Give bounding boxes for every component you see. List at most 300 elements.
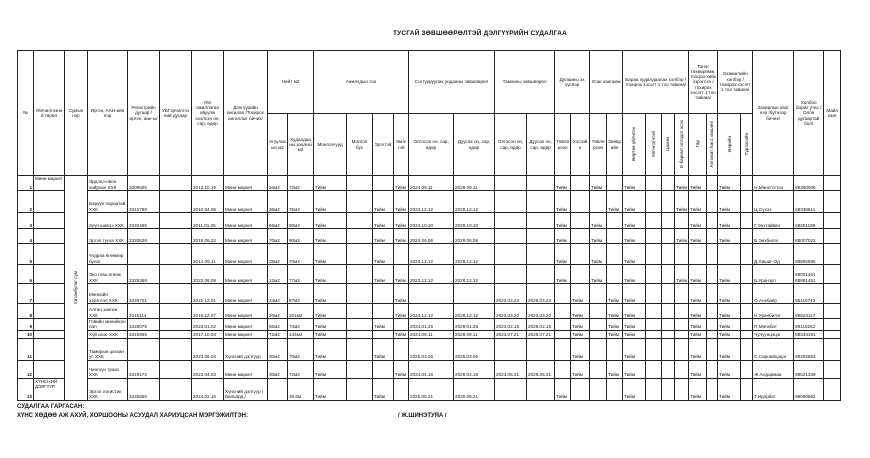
- table-cell: Тийм: [571, 338, 590, 360]
- table-cell: Тийм: [623, 330, 646, 338]
- table-cell: 3316955: [128, 330, 160, 338]
- table-cell: Хүнсний дэлгүүр / Бильярд /: [224, 378, 268, 400]
- sub-column-header-label: Цахим: [665, 136, 671, 151]
- sub-column-header-label: E-баримт олгодог эсэх: [678, 119, 684, 168]
- table-cell: Тийм: [689, 319, 707, 331]
- table-cell: Тийм: [623, 265, 646, 284]
- table-cell: [741, 213, 753, 229]
- table-cell: [128, 338, 160, 360]
- table-cell: [707, 284, 718, 304]
- table-cell: [607, 378, 623, 400]
- table-cell: 72м2: [268, 330, 288, 338]
- table-cell: [741, 338, 753, 360]
- sub-column-header: Монголчууд: [314, 114, 347, 176]
- sub-column-header: Дуусах он, сар, өдөр: [454, 114, 495, 176]
- table-cell: 70м2: [288, 338, 314, 360]
- table-cell: Мини маркет: [224, 244, 268, 265]
- table-cell: Тийм: [675, 229, 689, 244]
- table-cell: 6: [18, 265, 34, 284]
- table-row: [18, 176, 841, 191]
- table-cell: [160, 265, 192, 284]
- table-cell: Тийм: [314, 330, 347, 338]
- table-cell: [824, 330, 841, 338]
- table-cell: Тийм: [718, 338, 741, 360]
- table-cell: Тийм: [689, 330, 707, 338]
- table-cell: Тийм: [689, 213, 707, 229]
- table-cell: [741, 176, 753, 191]
- table-row: [18, 360, 841, 378]
- table-cell: [590, 191, 607, 213]
- table-cell: 2023.12.12: [409, 265, 454, 284]
- table-cell: Мини маркет: [224, 229, 268, 244]
- table-cell: [646, 330, 662, 338]
- table-cell: Тийм: [314, 304, 347, 319]
- table-cell: [571, 244, 590, 265]
- table-cell: Тийм: [718, 229, 741, 244]
- sub-column-header: Агуулахын м2: [268, 114, 288, 176]
- table-cell: [607, 213, 623, 229]
- table-cell: 35м2: [268, 244, 288, 265]
- table-cell: [527, 191, 555, 213]
- table-cell: Тийм: [718, 191, 741, 213]
- table-cell: Тийм: [675, 191, 689, 213]
- table-cell: [347, 378, 373, 400]
- table-cell: [347, 360, 373, 378]
- sub-column-header-label: Өөртөө үйлчлэх: [631, 126, 637, 161]
- table-cell: Тийм: [590, 229, 607, 244]
- table-cell: 3: [18, 213, 34, 229]
- table-cell: [495, 338, 527, 360]
- table-cell: Тийм: [623, 176, 646, 191]
- table-cell: 36м2: [268, 191, 288, 213]
- table-cell: [160, 191, 192, 213]
- table-cell: [824, 360, 841, 378]
- table-cell: [662, 284, 675, 304]
- table-cell: Мини маркет: [34, 176, 65, 191]
- table-row: [18, 284, 841, 304]
- table-cell: [160, 284, 192, 304]
- table-cell: 3325075: [128, 319, 160, 331]
- table-cell: 2012.10.19: [192, 176, 224, 191]
- table-cell: Мини маркет: [224, 330, 268, 338]
- table-cell: 2023.05.31: [495, 360, 527, 378]
- table-cell: 11: [18, 338, 34, 360]
- table-cell: Тийм: [623, 191, 646, 213]
- table-cell: Тийм: [718, 378, 741, 400]
- table-cell: Тийм: [607, 319, 623, 331]
- table-cell: [707, 265, 718, 284]
- table-cell: Тийм: [689, 229, 707, 244]
- table-cell: [394, 378, 409, 400]
- table-cell: Тийм: [590, 265, 607, 284]
- table-cell: 2028.12.12: [454, 244, 495, 265]
- table-cell: [675, 213, 689, 229]
- column-header: Холбоо барих утас /Олон дугаартай бол/: [794, 51, 824, 176]
- sub-column-header: Монгол бус: [347, 114, 373, 176]
- table-cell: [571, 378, 590, 400]
- table-cell: [741, 330, 753, 338]
- table-cell: [741, 229, 753, 244]
- table-cell: [34, 284, 65, 304]
- table-cell: Мини маркет: [224, 191, 268, 213]
- table-cell: 3316114: [128, 304, 160, 319]
- table-cell: [34, 191, 65, 213]
- table-cell: Тийм: [590, 244, 607, 265]
- table-cell: 2024.04.18: [409, 360, 454, 378]
- table-cell: 89116262: [794, 319, 824, 331]
- table-cell: Тийм: [314, 213, 347, 229]
- column-header: Иргэн, ААН-ийн нэр: [88, 51, 128, 176]
- table-cell: Тийм: [571, 304, 590, 319]
- group-header-tobacco: Тамхины зөвшөөрөл: [495, 51, 555, 114]
- table-cell: Ц.Сүхээ: [753, 191, 794, 213]
- table-cell: [34, 304, 65, 319]
- table-cell: 36.6м: [288, 378, 314, 400]
- table-cell: [741, 360, 753, 378]
- table-cell: [675, 319, 689, 331]
- table-cell: 3312798: [128, 191, 160, 213]
- document-title: ТУСГАЙ ЗӨВШӨӨРӨЛТЭЙ ДЭЛГҮҮРИЙН СУДАЛГАА: [392, 30, 568, 37]
- table-cell: [607, 338, 623, 360]
- column-header: №: [18, 51, 34, 176]
- table-cell: Тийм: [689, 284, 707, 304]
- table-cell: 2010.04.06: [192, 191, 224, 213]
- table-cell: [590, 338, 607, 360]
- table-cell: 2018.06.22: [192, 229, 224, 244]
- table-cell: Д.Хишиг-Од: [753, 244, 794, 265]
- table-cell: [824, 191, 841, 213]
- table-cell: [527, 338, 555, 360]
- table-cell: [160, 304, 192, 319]
- table-cell: Мини маркет: [224, 360, 268, 378]
- table-cell: 2017.10.04: [192, 330, 224, 338]
- table-row: [18, 319, 841, 331]
- sub-column-header-label: Гар: [694, 140, 700, 148]
- table-cell: [707, 229, 718, 244]
- table-cell: [662, 330, 675, 338]
- table-row: [18, 229, 841, 244]
- table-cell: [646, 244, 662, 265]
- table-cell: 34м2: [268, 176, 288, 191]
- table-cell: [646, 360, 662, 378]
- table-cell: Тийм: [689, 378, 707, 400]
- table-cell: [824, 265, 841, 284]
- table-cell: 7: [18, 284, 34, 304]
- table-cell: Тийм: [623, 319, 646, 331]
- table-cell: 2023.12.12: [409, 304, 454, 319]
- table-cell: 8: [18, 304, 34, 319]
- table-cell: [689, 244, 707, 265]
- table-cell: 2023.12.12: [409, 244, 454, 265]
- table-cell: 2024.10.10: [409, 213, 454, 229]
- table-cell: П.Мөнхбат: [753, 319, 794, 331]
- column-header: Майл хаяг: [824, 51, 841, 176]
- table-cell: [527, 265, 555, 284]
- table-cell: [394, 319, 409, 331]
- table-cell: 2014.09.11: [192, 244, 224, 265]
- table-cell: [347, 265, 373, 284]
- table-cell: 2029.10.10: [454, 213, 495, 229]
- table-cell: 3309506: [128, 176, 160, 191]
- table-cell: О.Анхбаяр: [753, 284, 794, 304]
- table-cell: 88360006: [794, 176, 824, 191]
- table-cell: Тийм: [718, 304, 741, 319]
- table-cell: Тийм: [718, 360, 741, 378]
- table-cell: [675, 378, 689, 400]
- table-cell: [160, 330, 192, 338]
- table-cell: 12: [18, 360, 34, 378]
- table-cell: [590, 304, 607, 319]
- table-row: [18, 330, 841, 338]
- table-cell: Чингүүн транс ХХК: [88, 360, 128, 378]
- table-cell: [34, 213, 65, 229]
- table-cell: 2023.06.04: [192, 338, 224, 360]
- table-cell: [741, 284, 753, 304]
- table-cell: Тийм: [623, 338, 646, 360]
- table-cell: [718, 244, 741, 265]
- table-cell: Мини маркет: [224, 284, 268, 304]
- sub-column-header: Эрэгтэй: [373, 114, 394, 176]
- table-cell: Тийм: [623, 244, 646, 265]
- table-cell: [347, 319, 373, 331]
- table-cell: 144м2: [288, 330, 314, 338]
- table-cell: [662, 360, 675, 378]
- group-header-heat: Дулааны эх үүсвэр: [555, 51, 590, 114]
- table-cell: [555, 319, 571, 331]
- table-cell: [662, 265, 675, 284]
- table-cell: Тийм: [555, 191, 571, 213]
- table-cell: [662, 244, 675, 265]
- table-cell: 2026.05.31: [527, 360, 555, 378]
- table-cell: 30м2: [268, 338, 288, 360]
- table-cell: [590, 360, 607, 378]
- table-cell: Тийм: [689, 338, 707, 360]
- table-cell: Мини маркет: [224, 265, 268, 284]
- column-header: Сумын нэр: [65, 51, 88, 176]
- district-name: Хатанбулаг сум: [73, 270, 79, 304]
- table-cell: [347, 304, 373, 319]
- table-cell: [824, 176, 841, 191]
- sub-column-header: [646, 114, 662, 176]
- table-cell: 90м2: [288, 229, 314, 244]
- table-cell: 2022.06.09: [192, 265, 224, 284]
- table-cell: [741, 265, 753, 284]
- table-cell: [707, 304, 718, 319]
- sub-column-header: [718, 114, 741, 176]
- table-cell: [646, 229, 662, 244]
- prepared-by-label: СУДАЛГАА ГАРГАСАН:: [17, 404, 85, 410]
- table-cell: 2024.02.16: [192, 378, 224, 400]
- table-cell: [128, 244, 160, 265]
- sub-column-header: Төвлөрсөн: [555, 114, 571, 176]
- table-cell: Н.Уранбилэг: [753, 304, 794, 319]
- table-cell: [34, 360, 65, 378]
- sub-column-header: [707, 114, 718, 176]
- table-cell: 88892565: [794, 244, 824, 265]
- table-cell: [662, 191, 675, 213]
- table-cell: [571, 229, 590, 244]
- table-cell: [454, 284, 495, 304]
- column-header: Дэлгүүрийн ангилал /Тохирох ангиллыг бичих/: [224, 51, 268, 176]
- table-cell: Тийм: [394, 191, 409, 213]
- table-cell: Тийм: [623, 284, 646, 304]
- table-cell: Тийм: [571, 284, 590, 304]
- table-cell: Баруун-хараатай ХХК: [88, 191, 128, 213]
- sub-column-header: Олгосон он, сар, өдөр: [495, 114, 527, 176]
- table-cell: [824, 284, 841, 304]
- table-cell: [675, 304, 689, 319]
- group-header-water: Усан хангамж: [590, 51, 623, 114]
- table-cell: Т.Идэрбат: [753, 378, 794, 400]
- table-cell: Мини маркет: [224, 176, 268, 191]
- table-cell: 88001451 88881451: [794, 265, 824, 284]
- table-cell: 2029.01.25: [454, 319, 495, 331]
- table-cell: [160, 213, 192, 229]
- table-cell: [607, 244, 623, 265]
- table-cell: Мини маркет: [224, 304, 268, 319]
- table-cell: Тийм: [718, 330, 741, 338]
- table-cell: [741, 304, 753, 319]
- survey-table: [17, 50, 841, 401]
- group-header-area: Нийт м2: [268, 51, 314, 114]
- table-cell: 70м2: [288, 244, 314, 265]
- table-cell: Тийм: [373, 378, 394, 400]
- table-cell: Тийм: [718, 176, 741, 191]
- table-cell: Тийм: [555, 378, 571, 400]
- table-cell: [646, 304, 662, 319]
- table-cell: 30м2: [268, 360, 288, 378]
- table-cell: Тийм: [314, 378, 347, 400]
- table-cell: [824, 319, 841, 331]
- table-cell: 2023.03.22: [495, 284, 527, 304]
- table-row: [18, 244, 841, 265]
- column-header: Үйлчилгээний төрөл: [34, 51, 65, 176]
- table-cell: [34, 265, 65, 284]
- table-cell: Тийм: [394, 176, 409, 191]
- table-cell: Тийм: [689, 304, 707, 319]
- table-cell: [527, 213, 555, 229]
- table-cell: 20м2: [268, 304, 288, 319]
- table-cell: Тийм: [314, 319, 347, 331]
- table-cell: 2029.09.11: [454, 176, 495, 191]
- group-header-alcohol: Согтууруулах ундааны зөвшөөрөл: [409, 51, 495, 114]
- table-cell: 99090962: [794, 378, 824, 400]
- table-cell: 2024.09.11: [409, 330, 454, 338]
- table-cell: 2011.01.25: [192, 213, 224, 229]
- table-cell: [495, 213, 527, 229]
- table-cell: [607, 176, 623, 191]
- table-cell: [607, 229, 623, 244]
- table-cell: Тийм: [623, 304, 646, 319]
- table-cell: 2026.03.22: [527, 284, 555, 304]
- table-cell: [34, 319, 65, 331]
- table-cell: [373, 330, 394, 338]
- table-cell: [347, 244, 373, 265]
- table-cell: Зүүн шивээ ХХК: [88, 213, 128, 229]
- table-cell: 2023.07.21: [495, 330, 527, 338]
- table-cell: [662, 304, 675, 319]
- table-cell: [571, 213, 590, 229]
- table-cell: [555, 330, 571, 338]
- table-cell: Тийм: [590, 176, 607, 191]
- table-cell: 2028.12.12: [454, 191, 495, 213]
- table-cell: [347, 213, 373, 229]
- table-cell: 13: [18, 378, 34, 400]
- sub-column-header: Хэсгийн: [571, 114, 590, 176]
- table-cell: Эргэл логистик ХХК: [88, 378, 128, 400]
- table-cell: Тийм: [623, 360, 646, 378]
- table-cell: [741, 244, 753, 265]
- table-cell: Тийм: [394, 265, 409, 284]
- table-cell: [495, 244, 527, 265]
- table-cell: Алтан зангиа ХХК: [88, 304, 128, 319]
- table-cell: 3325866: [128, 378, 160, 400]
- table-cell: 88336611: [794, 191, 824, 213]
- table-cell: [824, 338, 841, 360]
- table-cell: [662, 213, 675, 229]
- table-cell: [571, 176, 590, 191]
- table-cell: [646, 265, 662, 284]
- table-cell: 9: [18, 319, 34, 331]
- table-cell: 3320499: [128, 213, 160, 229]
- sub-column-header: [662, 114, 675, 176]
- table-cell: 2028.12.12: [454, 265, 495, 284]
- table-row: [18, 265, 841, 284]
- table-cell: [373, 284, 394, 304]
- table-cell: Говийн минийхэн пал: [89, 319, 126, 330]
- table-cell: Тийм: [555, 244, 571, 265]
- table-cell: [34, 244, 65, 265]
- table-cell: Тийм: [394, 304, 409, 319]
- table-cell: Тийм: [373, 229, 394, 244]
- table-cell: Тийм: [607, 191, 623, 213]
- table-cell: Тийм: [314, 284, 347, 304]
- table-cell: [607, 265, 623, 284]
- table-cell: 2023.03.20: [495, 304, 527, 319]
- table-row: [18, 338, 841, 360]
- table-cell: Тийм: [623, 378, 646, 400]
- table-cell: Тийм: [373, 191, 394, 213]
- table-cell: [741, 191, 753, 213]
- table-cell: [347, 176, 373, 191]
- table-cell: Тийм: [607, 360, 623, 378]
- table-cell: Тийм: [555, 176, 571, 191]
- table-cell: 3319172: [128, 360, 160, 378]
- table-cell: 3320626: [128, 229, 160, 244]
- sub-column-header-label: Автомат /касс машин/: [709, 120, 715, 168]
- table-cell: [824, 213, 841, 229]
- table-cell: [646, 284, 662, 304]
- table-cell: [34, 330, 65, 338]
- table-cell: [160, 229, 192, 244]
- table-cell: Б.Энхбилэг: [753, 229, 794, 244]
- table-cell: 2028.12.12: [454, 304, 495, 319]
- table-cell: [373, 176, 394, 191]
- table-cell: Тийм: [373, 319, 394, 331]
- sub-column-header: Эмэгтэй: [394, 114, 409, 176]
- table-cell: [707, 213, 718, 229]
- table-cell: 2022.12.01: [192, 284, 224, 304]
- table-cell: [675, 338, 689, 360]
- table-cell: 88007022: [794, 229, 824, 244]
- table-cell: [646, 191, 662, 213]
- table-cell: 2024.06.06: [409, 229, 454, 244]
- table-cell: Тийм: [590, 213, 607, 229]
- table-cell: [707, 191, 718, 213]
- table-cell: Тийм: [314, 176, 347, 191]
- table-cell: 2025.03.06: [409, 338, 454, 360]
- table-cell: ХҮНСНИЙ ДЭЛГҮҮР: [34, 378, 65, 400]
